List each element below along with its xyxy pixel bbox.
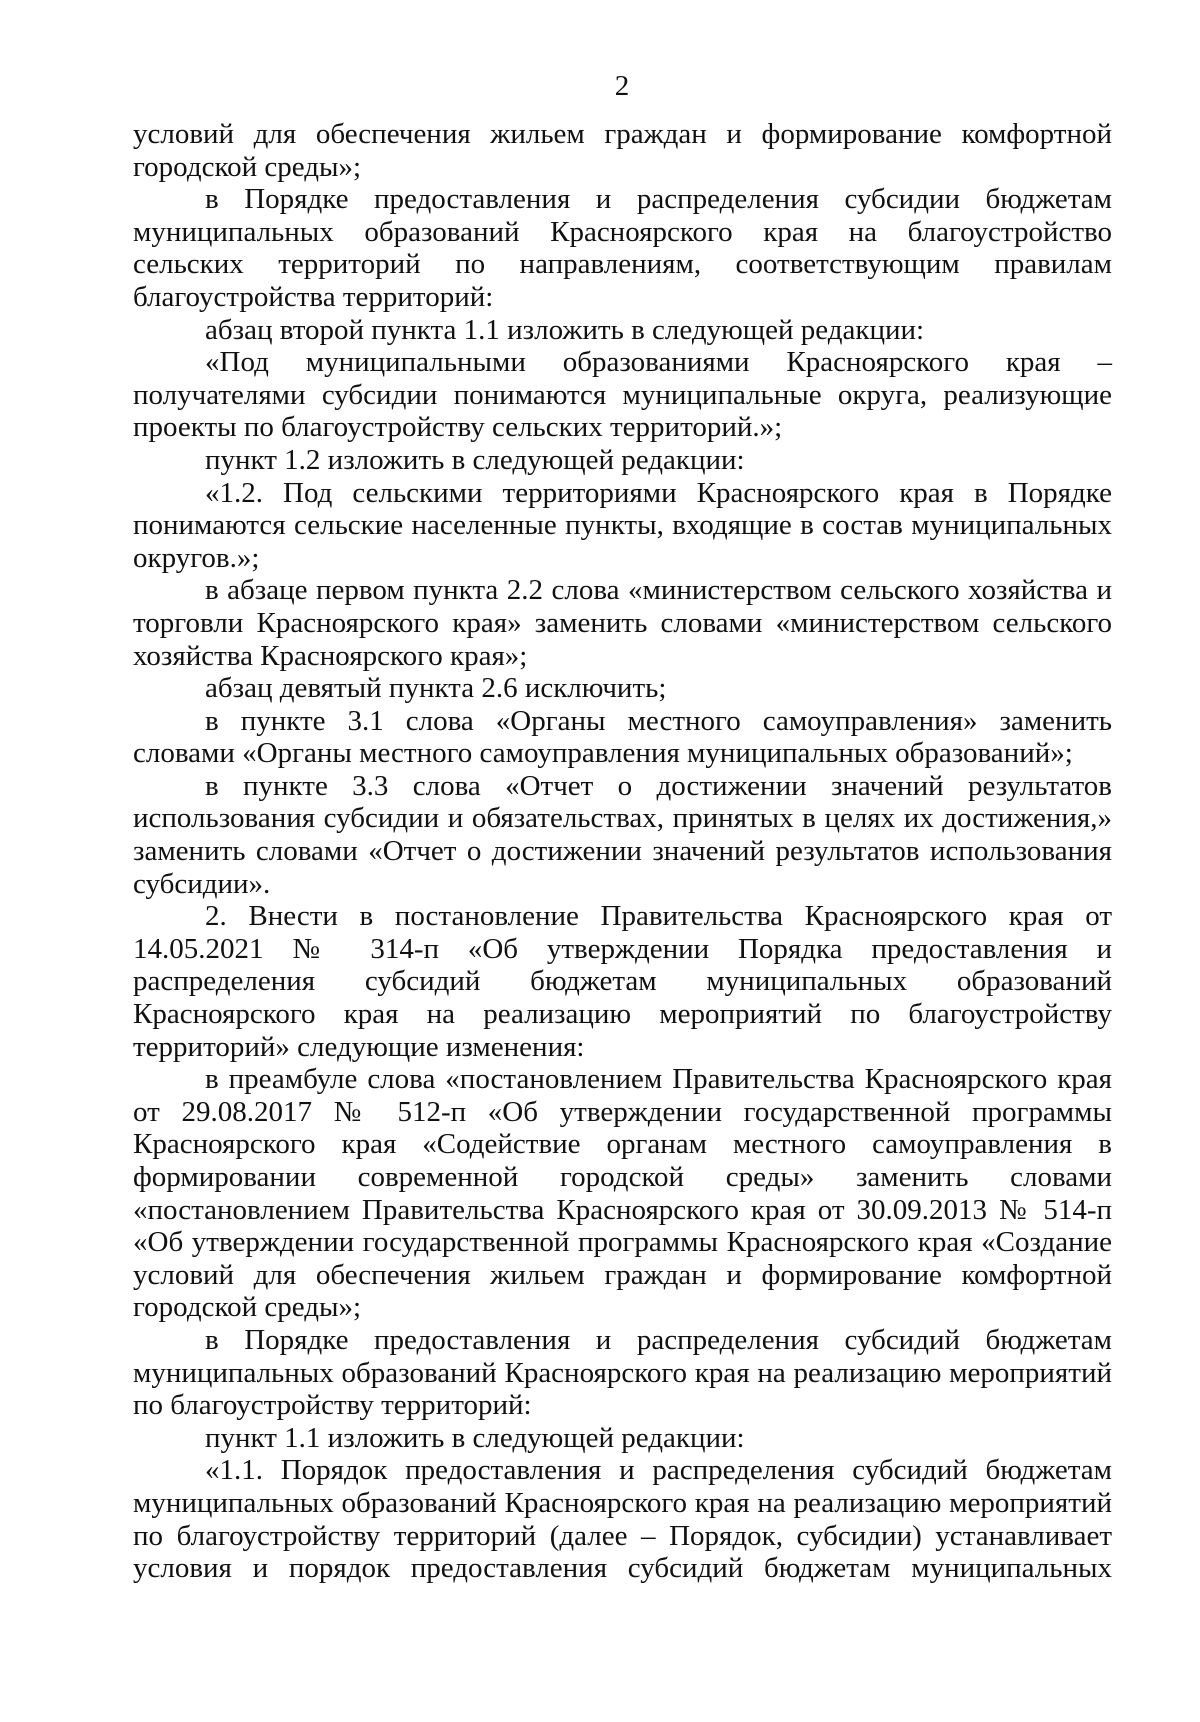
paragraph-continuation: условий для обеспечения жильем граждан и формирование комфортной городской среды»; (133, 118, 1112, 183)
paragraph: пункт 1.1 изложить в следующей редакции: (205, 1421, 745, 1454)
paragraph: в Порядке предоставления и распределения субсидий бюджетам муниципальных образований Красноярского края на реализацию мероприятий по благоустройству территорий: (133, 1323, 1112, 1422)
paragraph: в Порядке предоставления и распределения субсидии бюджетам муниципальных образований Красноярского края на благоустройство сельских территорий по направлениям, соответствующим правилам благоустройства территорий: (133, 183, 1112, 313)
document-body (133, 118, 1112, 1585)
paragraph-item-2: 2. Внести в постановление Правительства Красноярского края от 14.05.2021 № 314-п «Об утверждении Порядка предоставления и распределения субсидий бюджетам муниципальных образований Красноярского края на реализацию мероприятий по благоустройству территорий» следующие изменения: (133, 900, 1112, 1063)
paragraph-continues-next-page: «1.1. Порядок предоставления и распределения субсидий бюджетам муниципальных образований Красноярского края на реализацию мероприятий по благоустройству территорий (далее – Порядок, субсидии) устанавливает условия и порядок предоставления субсидий бюджетам муниципальных (133, 1454, 1112, 1585)
paragraph: в пункте 3.1 слова «Органы местного самоуправления» заменить словами «Органы местного самоуправления муниципальных образований»; (133, 704, 1112, 770)
paragraph: в преамбуле слова «постановлением Правительства Красноярского края от 29.08.2017 № 512-п «Об утверждении государственной программы Красноярского края «Содействие органам местного самоуправления в формировании современной городской среды» заменить словами «постановлением Правительства Красноярского края от 30.09.2013 № 514-п «Об утверждении государственной программы Красноярского края «Создание условий для обеспечения жильем граждан и формирование комфортной городской среды»; (133, 1063, 1112, 1324)
paragraph: абзац второй пункта 1.1 изложить в следующей редакции: (205, 313, 925, 346)
paragraph: в пункте 3.3 слова «Отчет о достижении значений результатов использования субсидии и обязательствах, принятых в целях их достижения,» заменить словами «Отчет о достижении значений результатов использования субсидии». (133, 769, 1112, 900)
paragraph: «Под муниципальными образованиями Красноярского края – получателями субсидии понимаются муниципальные округа, реализующие проекты по благоустройству сельских территорий.»; (133, 346, 1112, 444)
paragraph: абзац девятый пункта 2.6 исключить; (205, 672, 667, 705)
paragraph: «1.2. Под сельскими территориями Красноярского края в Порядке понимаются сельские населенные пункты, входящие в состав муниципальных округов.»; (133, 476, 1112, 574)
paragraph: в абзаце первом пункта 2.2 слова «министерством сельского хозяйства и торговли Красноярского края» заменить словами «министерством сельского хозяйства Красноярского края»; (133, 574, 1112, 672)
page-number: 2 (614, 70, 630, 102)
paragraph: пункт 1.2 изложить в следующей редакции: (205, 443, 745, 476)
